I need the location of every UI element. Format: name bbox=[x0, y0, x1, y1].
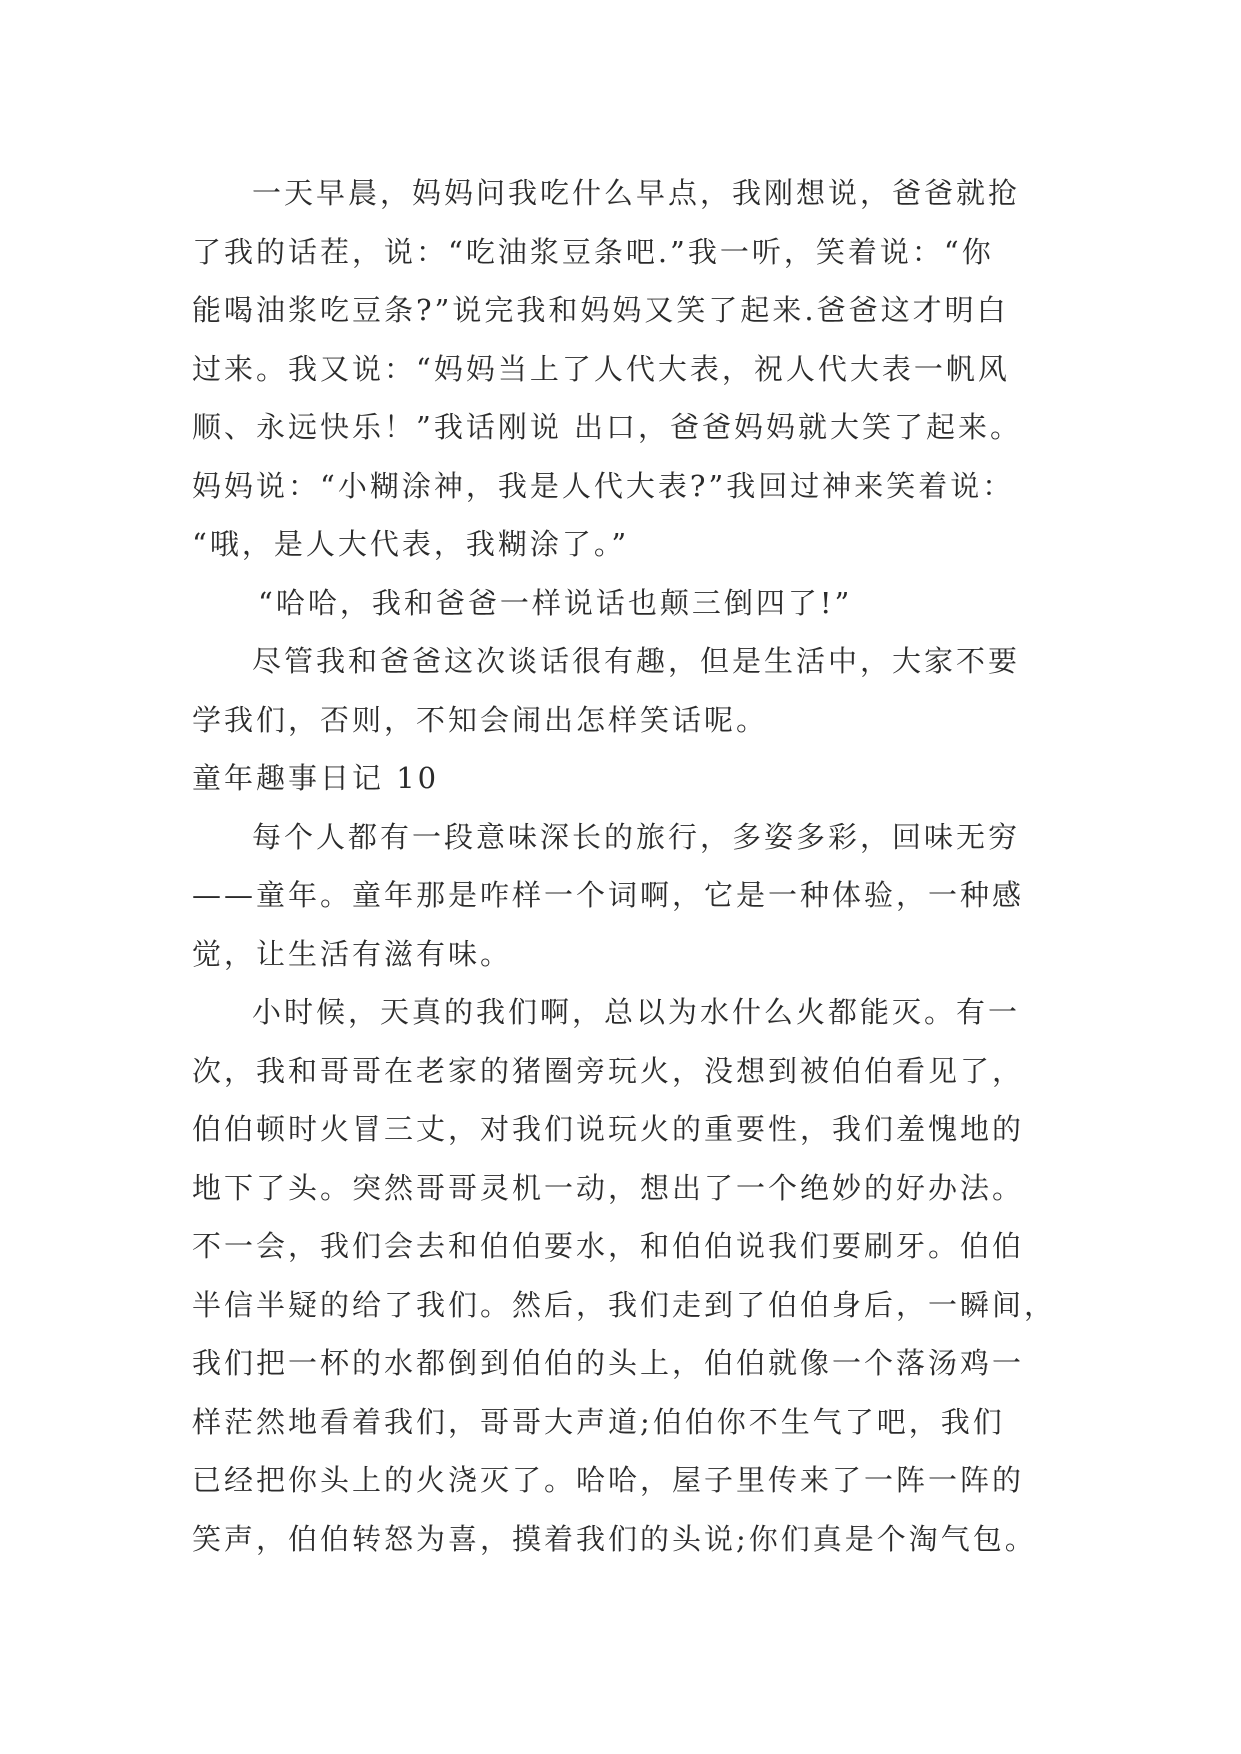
text-line: 尽管我和爸爸这次谈话很有趣，但是生活中，大家不要 bbox=[252, 644, 1021, 678]
text-line: 每个人都有一段意味深长的旅行，多姿多彩，回味无穷 bbox=[252, 819, 1021, 854]
text-line: 我们把一杯的水都倒到伯伯的头上，伯伯就像一个落汤鸡一 bbox=[192, 1346, 1025, 1380]
text-line: 顺、永远快乐！”我话刚说 出口，爸爸妈妈就大笑了起来。 bbox=[192, 410, 1023, 444]
section-heading: 童年趣事日记 10 bbox=[192, 761, 440, 795]
text-line: 过来。我又说：“妈妈当上了人代大表，祝人代大表一帆风 bbox=[192, 351, 1010, 386]
text-line: 已经把你头上的火浇灭了。哈哈，屋子里传来了一阵一阵的 bbox=[192, 1463, 1025, 1497]
text-line: 次，我和哥哥在老家的猪圈旁玩火，没想到被伯伯看见了， bbox=[192, 1053, 1025, 1088]
text-line: 伯伯顿时火冒三丈，对我们说玩火的重要性，我们羞愧地的 bbox=[192, 1112, 1025, 1146]
text-line: 一天早晨，妈妈问我吃什么早点，我刚想说，爸爸就抢 bbox=[252, 176, 1021, 210]
text-line: 半信半疑的给了我们。然后，我们走到了伯伯身后，一瞬间， bbox=[192, 1287, 1057, 1322]
text-line: 地下了头。突然哥哥灵机一动，想出了一个绝妙的好办法。 bbox=[192, 1170, 1025, 1205]
text-line: 笑声，伯伯转怒为喜，摸着我们的头说;你们真是个淘气包。 bbox=[192, 1521, 1037, 1556]
text-line: 觉，让生活有滋有味。 bbox=[192, 936, 513, 971]
text-line: “哈哈，我和爸爸一样说话也颠三倒四了!” bbox=[258, 585, 853, 620]
text-line: 学我们，否则，不知会闹出怎样笑话呢。 bbox=[192, 702, 769, 737]
text-line: 小时候，天真的我们啊，总以为水什么火都能灭。有一 bbox=[252, 995, 1021, 1029]
text-line: 妈妈说：“小糊涂神，我是人代大表?”我回过神来笑着说： bbox=[192, 468, 1015, 503]
text-line: “哦，是人大代表，我糊涂了。” bbox=[192, 527, 630, 561]
text-line: 样茫然地看着我们，哥哥大声道;伯伯你不生气了吧，我们 bbox=[192, 1404, 1005, 1439]
text-line: ——童年。童年那是咋样一个词啊，它是一种体验，一种感 bbox=[192, 878, 1025, 912]
text-line: 不一会，我们会去和伯伯要水，和伯伯说我们要刷牙。伯伯 bbox=[192, 1229, 1025, 1263]
document-body bbox=[192, 164, 1072, 1568]
text-line: 了我的话茬，说：“吃油浆豆条吧.”我一听，笑着说：“你 bbox=[192, 234, 994, 269]
text-line: 能喝油浆吃豆条?”说完我和妈妈又笑了起来.爸爸这才明白 bbox=[192, 293, 1009, 327]
